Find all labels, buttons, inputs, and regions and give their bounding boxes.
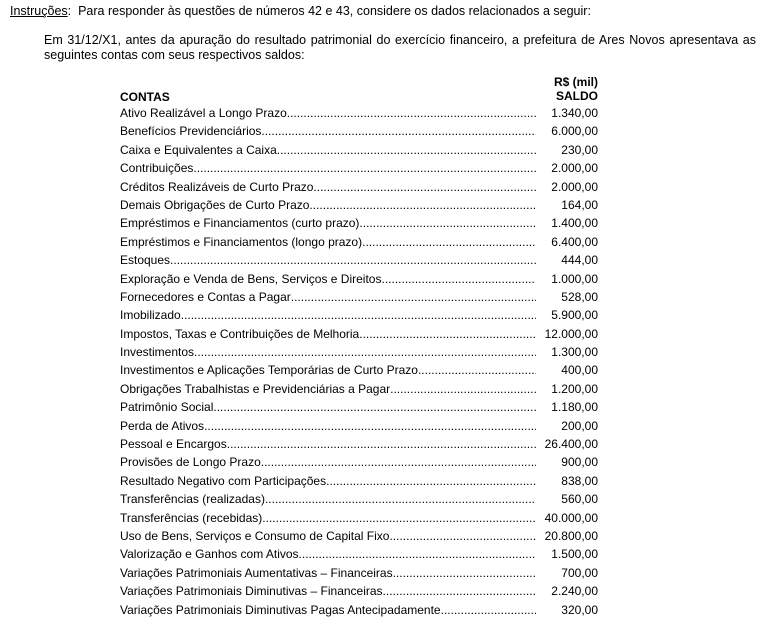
table-row xyxy=(120,601,598,619)
account-name: Provisões de Longo Prazo xyxy=(120,455,261,470)
dot-leader xyxy=(326,472,536,490)
account-name: Impostos, Taxas e Contribuições de Melhoria xyxy=(120,326,360,341)
account-balance: 40.000,00 xyxy=(544,510,598,525)
account-name: Ativo Realizável a Longo Prazo xyxy=(120,106,287,120)
dot-leader xyxy=(227,435,536,453)
dot-leader xyxy=(261,122,536,140)
account-name: Uso de Bens, Serviços e Consumo de Capital Fixo xyxy=(120,528,390,543)
table-row xyxy=(120,196,598,214)
dot-leader xyxy=(359,214,536,232)
account-balance: 6.000,00 xyxy=(551,124,598,139)
account-balance: 1.340,00 xyxy=(551,106,598,120)
table-row xyxy=(120,417,598,435)
account-name: Fornecedores e Contas a Pagar xyxy=(120,289,291,304)
table-row xyxy=(120,159,598,177)
table-row xyxy=(120,325,598,343)
account-balance: 164,00 xyxy=(561,197,598,212)
account-name: Investimentos e Aplicações Temporárias de Curto Prazo xyxy=(120,363,418,378)
account-balance: 1.180,00 xyxy=(551,400,598,415)
account-balance: 528,00 xyxy=(561,289,598,304)
account-balance: 2.000,00 xyxy=(551,161,598,176)
table-row xyxy=(120,141,598,159)
instructions-text: Para responder às questões de números 42 e 43, considere os dados relacionados a seguir: xyxy=(78,4,591,18)
account-name: Perda de Ativos xyxy=(120,418,205,433)
dot-leader xyxy=(204,417,536,435)
table-row xyxy=(120,233,598,251)
table-row xyxy=(120,380,598,398)
balance-column-header: SALDO xyxy=(556,89,598,103)
account-balance: 1.200,00 xyxy=(551,381,598,396)
table-row xyxy=(120,509,598,527)
account-name: Exploração e Venda de Bens, Serviços e Direitos xyxy=(120,271,382,286)
account-name: Transferências (realizadas) xyxy=(120,492,265,507)
account-name: Empréstimos e Financiamentos (longo prazo) xyxy=(120,234,363,249)
dot-leader xyxy=(309,196,536,214)
table-row xyxy=(120,251,598,269)
dot-leader xyxy=(265,490,536,508)
account-balance: 200,00 xyxy=(561,418,598,433)
account-balance: 1.300,00 xyxy=(551,345,598,360)
dot-leader xyxy=(194,343,536,361)
table-row xyxy=(120,564,598,582)
table-row xyxy=(120,435,598,453)
account-balance: 20.800,00 xyxy=(544,528,598,543)
account-name: Empréstimos e Financiamentos (curto prazo) xyxy=(120,216,360,231)
intro-paragraph: Em 31/12/X1, antes da apuração do resultado patrimonial do exercício financeiro, a prefeitura de Ares Novos apresentava as seguintes contas com seus respectivos saldos: xyxy=(44,33,756,62)
dot-leader xyxy=(390,380,536,398)
account-balance: 700,00 xyxy=(561,565,598,580)
table-row xyxy=(120,306,598,324)
dot-leader xyxy=(299,545,536,563)
accounts-table xyxy=(120,104,598,619)
dot-leader xyxy=(261,453,536,471)
table-row xyxy=(120,527,598,545)
dot-leader xyxy=(291,288,536,306)
account-name: Transferências (recebidas) xyxy=(120,510,263,525)
table-row xyxy=(120,270,598,288)
dot-leader xyxy=(213,398,536,416)
account-name: Resultado Negativo com Participações xyxy=(120,473,327,488)
account-name: Variações Patrimoniais Diminutivas Pagas Antecipadamente xyxy=(120,602,441,617)
account-name: Variações Patrimoniais Aumentativas – Financeiras xyxy=(120,565,393,580)
instructions-colon: : xyxy=(67,4,79,18)
table-row xyxy=(120,582,598,600)
account-balance: 900,00 xyxy=(561,455,598,470)
account-balance: 560,00 xyxy=(561,492,598,507)
dot-leader xyxy=(287,104,536,122)
account-name: Créditos Realizáveis de Curto Prazo xyxy=(120,179,314,194)
account-balance: 1.500,00 xyxy=(551,547,598,562)
dot-leader xyxy=(170,251,536,269)
table-row xyxy=(120,104,598,122)
dot-leader xyxy=(181,306,536,324)
account-name: Pessoal e Encargos xyxy=(120,437,227,452)
dot-leader xyxy=(383,582,536,600)
dot-leader xyxy=(441,601,536,619)
account-name: Benefícios Previdenciários xyxy=(120,124,262,139)
dot-leader xyxy=(393,564,536,582)
unit-header: R$ (mil) xyxy=(553,75,598,89)
account-balance: 1.000,00 xyxy=(551,271,598,286)
account-balance: 2.240,00 xyxy=(551,584,598,599)
table-row xyxy=(120,214,598,232)
account-name: Estoques xyxy=(120,253,171,268)
dot-leader xyxy=(418,361,536,379)
dot-leader xyxy=(389,527,536,545)
account-balance: 444,00 xyxy=(561,253,598,268)
account-name: Caixa e Equivalentes a Caixa xyxy=(120,142,277,157)
account-balance: 230,00 xyxy=(561,142,598,157)
account-balance: 320,00 xyxy=(561,602,598,617)
dot-leader xyxy=(313,178,536,196)
table-row xyxy=(120,343,598,361)
dot-leader xyxy=(359,325,536,343)
account-name: Demais Obrigações de Curto Prazo xyxy=(120,197,310,212)
account-name: Valorização e Ganhos com Ativos xyxy=(120,547,299,562)
account-name: Contribuições xyxy=(120,161,194,176)
account-name: Investimentos xyxy=(120,345,195,360)
dot-leader xyxy=(193,159,536,177)
table-row xyxy=(120,398,598,416)
account-balance: 6.400,00 xyxy=(551,234,598,249)
account-name: Variações Patrimoniais Diminutivas – Financeiras xyxy=(120,584,383,599)
accounts-column-header: CONTAS xyxy=(120,90,170,104)
account-balance: 838,00 xyxy=(561,473,598,488)
table-row xyxy=(120,361,598,379)
table-row xyxy=(120,472,598,490)
table-row xyxy=(120,122,598,140)
account-balance: 1.400,00 xyxy=(551,216,598,231)
table-row xyxy=(120,545,598,563)
table-row xyxy=(120,453,598,471)
instructions-line xyxy=(10,4,591,18)
dot-leader xyxy=(262,509,536,527)
dot-leader xyxy=(381,270,536,288)
account-balance: 2.000,00 xyxy=(551,179,598,194)
table-row xyxy=(120,178,598,196)
account-balance: 5.900,00 xyxy=(551,308,598,323)
instructions-label: Instruções xyxy=(10,4,68,18)
account-balance: 26.400,00 xyxy=(544,437,598,452)
dot-leader xyxy=(362,233,536,251)
table-row xyxy=(120,288,598,306)
account-name: Obrigações Trabalhistas e Previdenciárias a Pagar xyxy=(120,381,391,396)
account-balance: 12.000,00 xyxy=(544,326,598,341)
account-name: Imobilizado xyxy=(120,308,181,323)
dot-leader xyxy=(277,141,536,159)
table-row xyxy=(120,490,598,508)
account-balance: 400,00 xyxy=(561,363,598,378)
account-name: Patrimônio Social xyxy=(120,400,214,415)
